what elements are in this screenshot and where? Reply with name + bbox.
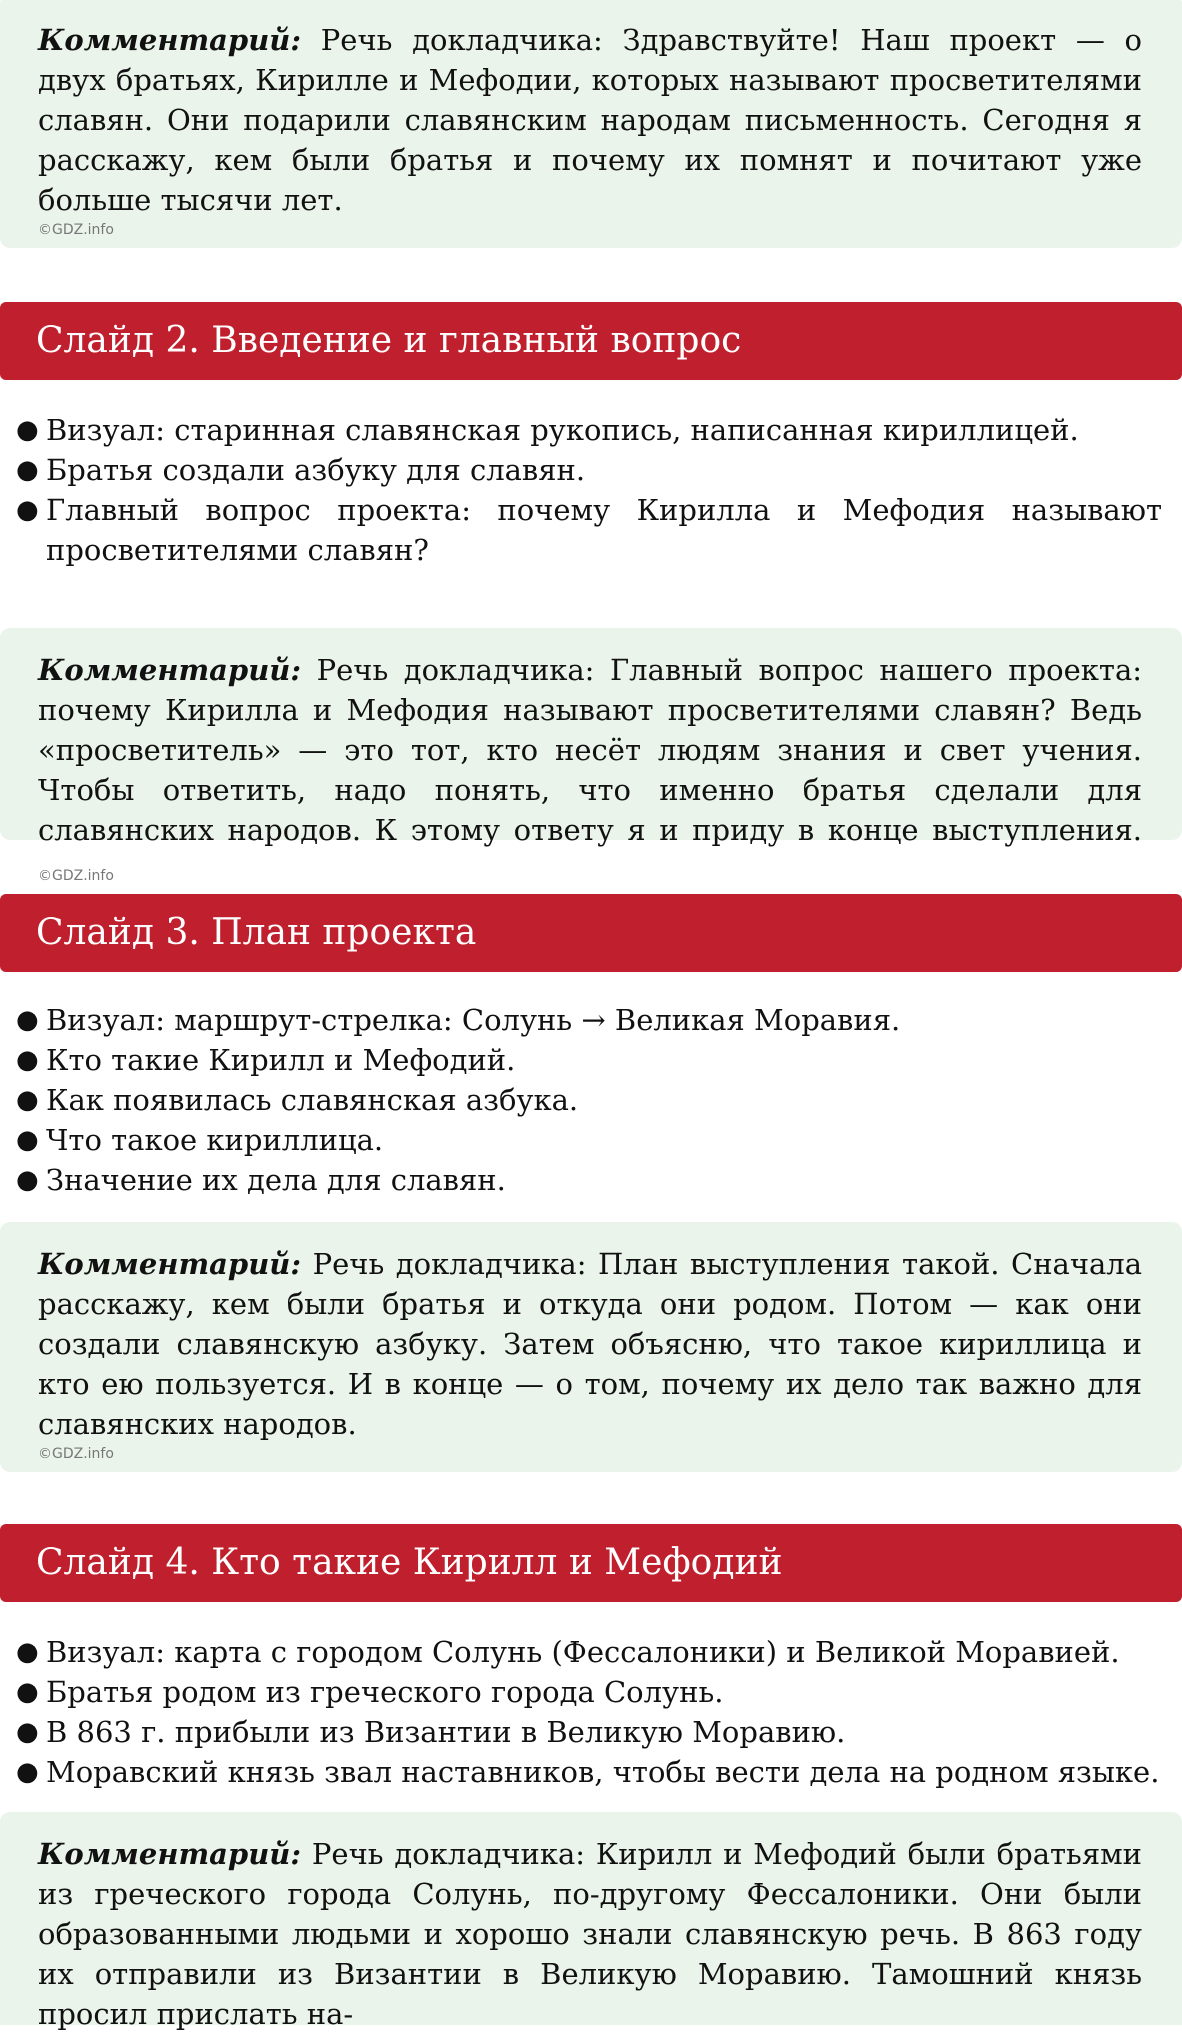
- list-item: ● Кто такие Кирилл и Мефодий.: [14, 1040, 1162, 1080]
- slide-header: [0, 1524, 1182, 1602]
- comment-block: [0, 1812, 1182, 2031]
- watermark: ©GDZ.info: [38, 222, 114, 238]
- bullet-icon: ●: [16, 455, 39, 485]
- slide-header: [0, 302, 1182, 380]
- list-item: ● Моравский князь звал наставников, чтобы вести дела на родном языке.: [14, 1752, 1162, 1792]
- bullet-list: [0, 1632, 1182, 1792]
- comment-block: [0, 1222, 1182, 1472]
- comment-text: Речь докладчика: План выступления такой. Сначала расскажу, кем были братья и откуда они родом. Потом — как они создали славянскую азбуку. Затем объясню, что такое кириллица и кто ею пользуется. И в конце — о том, почему их дело так важно для славянских народов.: [38, 1247, 1142, 1441]
- bullet-icon: ●: [16, 1085, 39, 1115]
- list-item: ● Значение их дела для славян.: [14, 1160, 1162, 1200]
- watermark: ©GDZ.info: [38, 868, 114, 884]
- list-item: ● Братья создали азбуку для славян.: [14, 450, 1162, 490]
- bullet-icon: ●: [16, 415, 39, 445]
- comment-label: Комментарий:: [38, 1837, 302, 1871]
- bullet-icon: ●: [16, 1757, 39, 1787]
- bullet-icon: ●: [16, 1717, 39, 1747]
- comment-label: Комментарий:: [38, 23, 302, 57]
- watermark: ©GDZ.info: [38, 1446, 114, 1462]
- bullet-icon: ●: [16, 1045, 39, 1075]
- list-item: ● Главный вопрос проекта: почему Кирилла и Мефодия называют просветителями славян?: [14, 490, 1162, 570]
- list-item: ● Визуал: старинная славянская рукопись, написанная кириллицей.: [14, 410, 1162, 450]
- comment-text: Речь докладчика: Главный вопрос нашего проекта: почему Кирилла и Мефодия называют просветителями славян? Ведь «просветитель» — это тот, кто несёт людям знания и свет учения. Чтобы ответить, надо понять, что именно братья сделали для славянских народов. К этому ответу я и приду в конце выступления.: [38, 653, 1142, 847]
- list-item: ● Визуал: карта с городом Солунь (Фессалоники) и Великой Моравией.: [14, 1632, 1162, 1672]
- comment-text: Речь докладчика: Кирилл и Мефодий были братьями из греческого города Солунь, по-другому Фессалоники. Они были образованными людьми и хорошо знали славянскую речь. В 863 году их отправили из Византии в Великую Моравию. Тамошний князь просил прислать на-: [38, 1837, 1143, 2031]
- bullet-list: [0, 1000, 1182, 1200]
- slide-title: Слайд 2. Введение и главный вопрос: [36, 320, 742, 361]
- comment-label: Комментарий:: [38, 1247, 302, 1281]
- bullet-icon: ●: [16, 1125, 39, 1155]
- bullet-icon: ●: [16, 1005, 39, 1035]
- bullet-icon: ●: [16, 1677, 39, 1707]
- comment-text: Речь докладчика: Здравствуйте! Наш проект — о двух братьях, Кирилле и Мефодии, которых называют просветителями славян. Они подарили славянским народам письменность. Сегодня я расскажу, кем были братья и почему их помнят и почитают уже больше тысячи лет.: [38, 23, 1142, 217]
- bullet-list: [0, 410, 1182, 570]
- bullet-icon: ●: [16, 1637, 39, 1667]
- slide-title: Слайд 3. План проекта: [36, 912, 477, 953]
- comment-label: Комментарий:: [38, 653, 302, 687]
- list-item: ● Что такое кириллица.: [14, 1120, 1162, 1160]
- list-item: ● Братья родом из греческого города Солунь.: [14, 1672, 1162, 1712]
- slide-header: [0, 894, 1182, 972]
- comment-block: [0, 0, 1182, 248]
- bullet-icon: ●: [16, 495, 39, 525]
- list-item: ● Визуал: маршрут-стрелка: Солунь → Великая Моравия.: [14, 1000, 1162, 1040]
- comment-block: [0, 628, 1182, 884]
- slide-title: Слайд 4. Кто такие Кирилл и Мефодий: [36, 1542, 783, 1583]
- list-item: ● Как появилась славянская азбука.: [14, 1080, 1162, 1120]
- list-item: ● В 863 г. прибыли из Византии в Великую Моравию.: [14, 1712, 1162, 1752]
- bullet-icon: ●: [16, 1165, 39, 1195]
